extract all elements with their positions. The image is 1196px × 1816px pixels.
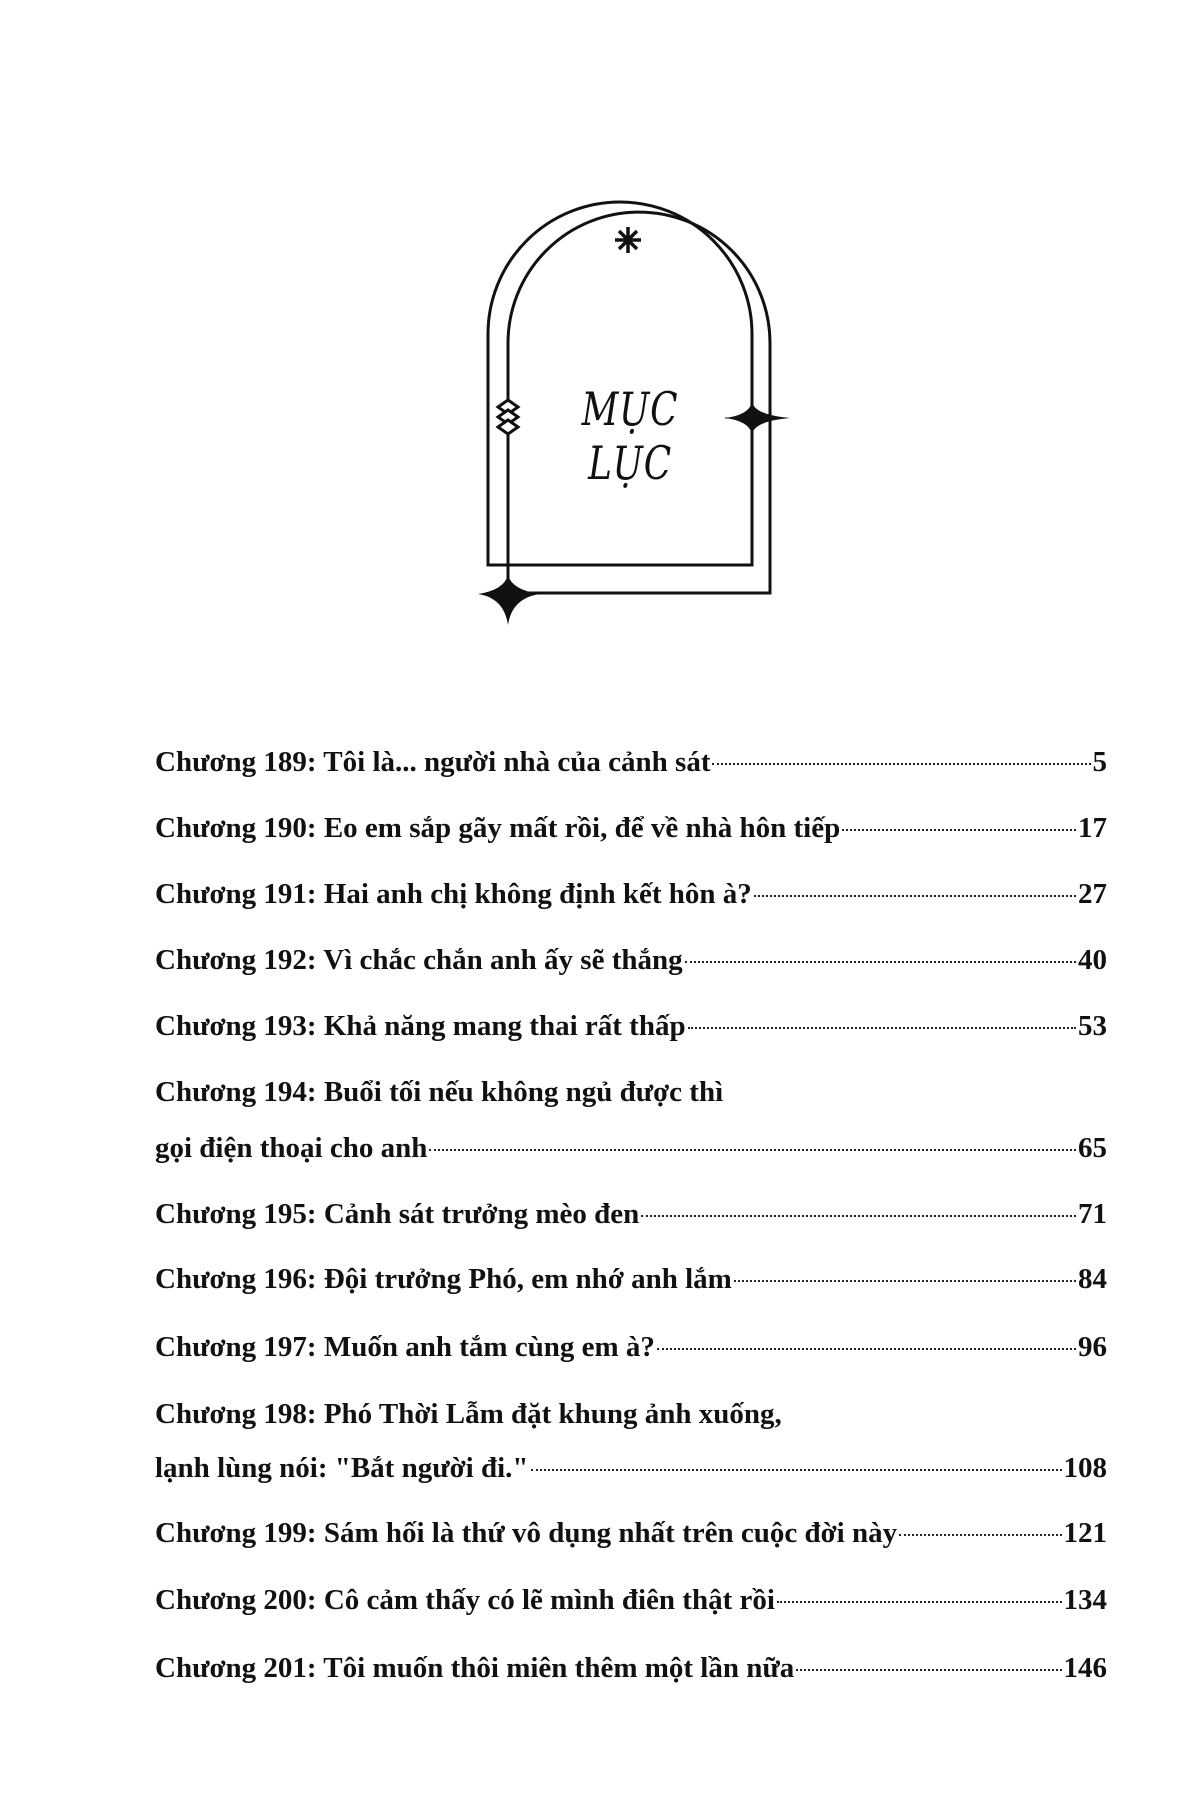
toc-page-number: 5 xyxy=(1092,746,1107,778)
arch-frame-ornament xyxy=(0,0,1196,700)
toc-page-number: 108 xyxy=(1063,1452,1107,1484)
toc-entry xyxy=(155,1076,1107,1116)
toc-entry xyxy=(155,1132,1107,1172)
dot-leader xyxy=(796,1669,1061,1671)
toc-entry-title: Chương 199: Sám hối là thứ vô dụng nhất trên cuộc đời này xyxy=(155,1517,898,1549)
page-title: MỤC LỤC xyxy=(581,382,679,490)
dot-leader xyxy=(777,1601,1062,1603)
asterisk-icon xyxy=(615,227,641,253)
dot-leader xyxy=(641,1215,1076,1217)
toc-entry-title: lạnh lùng nói: "Bắt người đi." xyxy=(155,1452,529,1484)
dot-leader xyxy=(685,961,1076,963)
toc-entry xyxy=(155,1452,1107,1492)
toc-page-number: 53 xyxy=(1078,1010,1107,1042)
toc-entry-title: Chương 192: Vì chắc chắn anh ấy sẽ thắng xyxy=(155,944,683,976)
dot-leader xyxy=(712,763,1090,765)
dot-leader xyxy=(842,829,1076,831)
toc-entry xyxy=(155,878,1107,918)
toc-entry-title: Chương 189: Tôi là... người nhà của cảnh sát xyxy=(155,746,711,778)
toc-entry-title: gọi điện thoại cho anh xyxy=(155,1132,428,1164)
toc-page-number: 65 xyxy=(1078,1132,1107,1164)
toc-page-number: 17 xyxy=(1078,812,1107,844)
dot-leader xyxy=(688,1027,1076,1029)
toc-entry-title: Chương 195: Cảnh sát trưởng mèo đen xyxy=(155,1198,640,1230)
toc-entry xyxy=(155,1263,1107,1303)
diamond-ornament-icon xyxy=(498,400,518,434)
toc-entry xyxy=(155,1331,1107,1371)
dot-leader xyxy=(899,1534,1061,1536)
dot-leader xyxy=(754,895,1076,897)
toc-entry xyxy=(155,1010,1107,1050)
dot-leader xyxy=(531,1469,1062,1471)
toc-page-number: 40 xyxy=(1078,944,1107,976)
toc-page-number: 146 xyxy=(1063,1652,1107,1684)
toc-entry xyxy=(155,1517,1107,1557)
toc-entry-title: Chương 190: Eo em sắp gãy mất rồi, để về nhà hôn tiếp xyxy=(155,812,841,844)
toc-entry-title: Chương 196: Đội trưởng Phó, em nhớ anh lắm xyxy=(155,1263,732,1295)
toc-entry-title: Chương 200: Cô cảm thấy có lẽ mình điên thật rồi xyxy=(155,1584,775,1616)
toc-entry xyxy=(155,1398,1107,1438)
toc-entry xyxy=(155,944,1107,984)
toc-entry-title: Chương 193: Khả năng mang thai rất thấp xyxy=(155,1010,686,1042)
toc-page-number: 96 xyxy=(1078,1331,1107,1363)
toc-entry-title: Chương 198: Phó Thời Lẫm đặt khung ảnh xuống, xyxy=(155,1398,782,1430)
toc-page-number: 134 xyxy=(1063,1584,1107,1616)
toc-page-number: 84 xyxy=(1078,1263,1107,1295)
toc-entry-title: Chương 201: Tôi muốn thôi miên thêm một lần nữa xyxy=(155,1652,795,1684)
toc-entry xyxy=(155,812,1107,852)
toc-page-number: 71 xyxy=(1078,1198,1107,1230)
toc-entry xyxy=(155,1198,1107,1238)
dot-leader xyxy=(657,1348,1076,1350)
toc-entry xyxy=(155,746,1107,786)
toc-entry xyxy=(155,1652,1107,1692)
toc-entry-title: Chương 194: Buổi tối nếu không ngủ được thì xyxy=(155,1076,724,1108)
toc-entry xyxy=(155,1584,1107,1624)
dot-leader xyxy=(429,1149,1076,1151)
toc-page-number: 121 xyxy=(1063,1517,1107,1549)
dot-leader xyxy=(734,1280,1076,1282)
toc-entry-title: Chương 191: Hai anh chị không định kết hôn à? xyxy=(155,878,752,910)
toc-entry-title: Chương 197: Muốn anh tắm cùng em à? xyxy=(155,1331,655,1363)
toc-page-number: 27 xyxy=(1078,878,1107,910)
